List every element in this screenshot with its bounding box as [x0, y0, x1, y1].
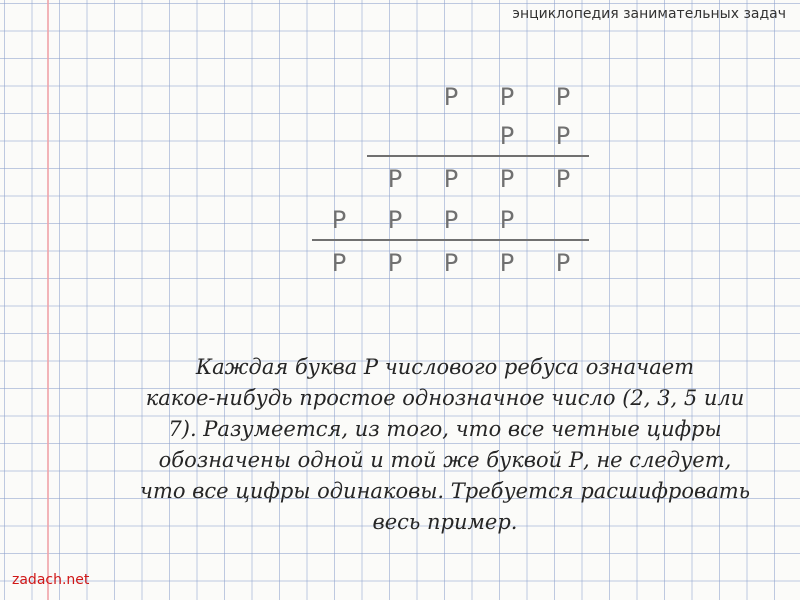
task-description — [120, 352, 770, 538]
rebus-cell: Р — [443, 165, 459, 193]
task-line: обозначены одной и той же буквой Р, не следует, — [158, 448, 732, 472]
rebus-cell: Р — [555, 122, 571, 150]
rebus-cell: Р — [443, 249, 459, 277]
rebus-cell: Р — [499, 165, 515, 193]
page-header-title: энциклопедия занимательных задач — [512, 6, 786, 22]
rebus-cell: Р — [443, 83, 459, 111]
rebus-cell: Р — [499, 122, 515, 150]
rebus-cell: Р — [555, 83, 571, 111]
task-line: что все цифры одинаковы. Требуется расшифровать — [139, 479, 751, 503]
task-line: Каждая буква Р числового ребуса означает — [195, 355, 695, 379]
rebus-cell: Р — [387, 249, 403, 277]
rebus-cell: Р — [499, 83, 515, 111]
task-line: какое-нибудь простое однозначное число (2, 3, 5 или — [145, 386, 745, 410]
rebus-cell: Р — [331, 206, 347, 234]
rebus-cell: Р — [499, 249, 515, 277]
rebus-cell: Р — [443, 206, 459, 234]
task-line: 7). Разумеется, из того, что все четные цифры — [168, 417, 722, 441]
site-link[interactable]: zadach.net — [12, 572, 90, 588]
multiplication-rule — [367, 155, 589, 157]
rebus-cell: Р — [555, 165, 571, 193]
rebus-cell: Р — [387, 206, 403, 234]
task-line: весь пример. — [372, 510, 518, 534]
rebus-cell: Р — [387, 165, 403, 193]
sum-rule — [312, 239, 589, 241]
rebus-cell: Р — [555, 249, 571, 277]
rebus-cell: Р — [331, 249, 347, 277]
rebus-cell: Р — [499, 206, 515, 234]
